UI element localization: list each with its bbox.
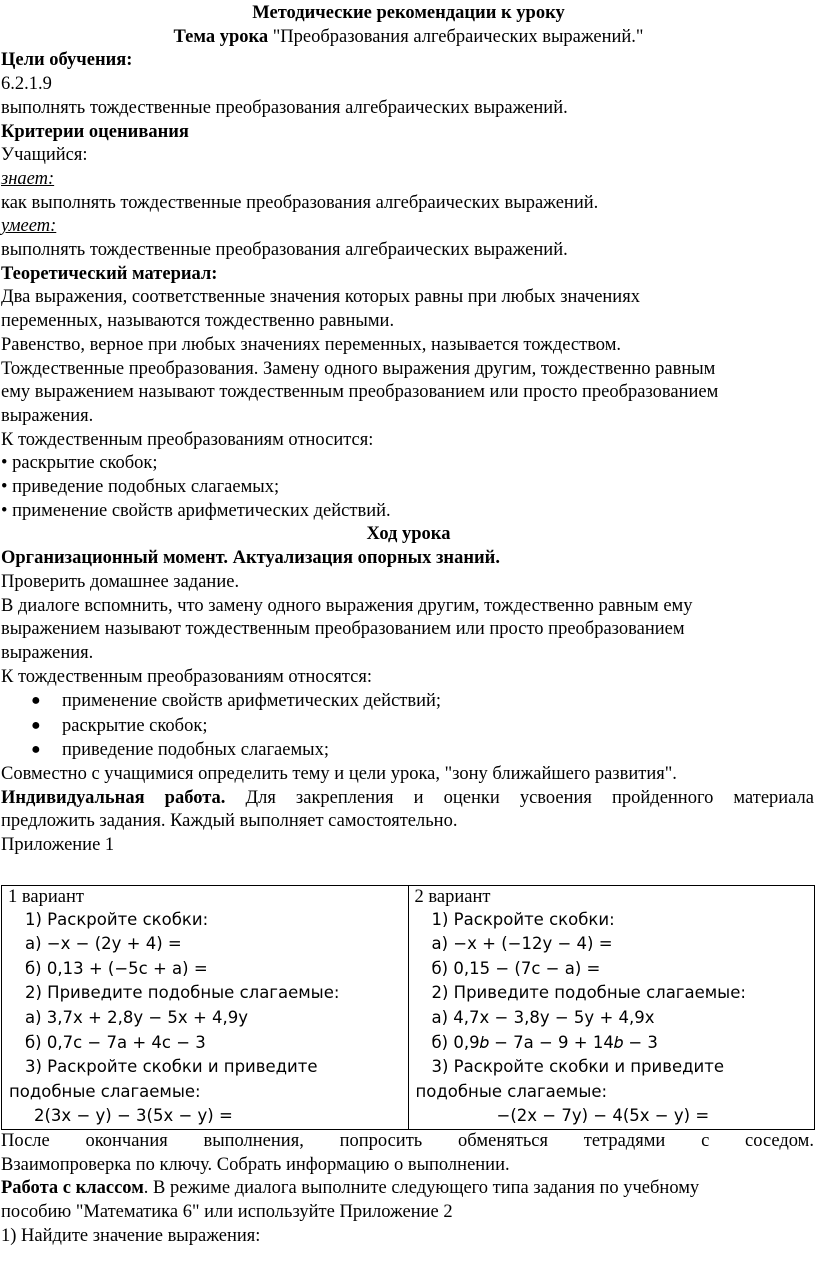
- theory-list-item: • приведение подобных слагаемых;: [1, 477, 280, 498]
- together-text: Совместно с учащимися определить тему и цели урока, "зону ближайшего развития".: [1, 763, 677, 784]
- class-work: Работа с классом. В режиме диалога выполните следующего типа задания по учебному: [1, 1178, 700, 1199]
- task-line: а) −x + (−12y − 4) =: [431, 934, 613, 954]
- theory-line: Два выражения, соответственные значения которых равны при любых значениях: [1, 287, 640, 308]
- theory-line: выражения.: [1, 405, 94, 426]
- theory-body: [0, 286, 816, 523]
- variant-header: 1 вариант: [8, 886, 84, 907]
- document-title: Методические рекомендации к уроку: [252, 3, 565, 23]
- lesson-line: Проверить домашнее задание.: [1, 571, 240, 592]
- lesson-bullet: ● применение свойств арифметических действий;: [0, 689, 816, 714]
- task-line: а) 3,7x + 2,8y − 5x + 4,9y: [25, 1008, 249, 1028]
- task-line: 1) Раскройте скобки:: [431, 909, 615, 929]
- theory-line: ему выражением называют тождественным преобразованием или просто преобразованием: [1, 382, 719, 403]
- theory-line: К тождественным преобразованиям относится:: [1, 429, 374, 450]
- theory-list-item: • применение свойств арифметических действий.: [1, 500, 391, 521]
- class-task: 1) Найдите значение выражения:: [1, 1225, 261, 1246]
- task-line: 1) Раскройте скобки:: [25, 909, 209, 929]
- task-line: 3) Раскройте скобки и приведите: [431, 1057, 725, 1077]
- task-line: б) 0,7c − 7a + 4c − 3: [25, 1032, 206, 1052]
- bullet-icon: ●: [31, 692, 41, 710]
- criteria-knows-text: как выполнять тождественные преобразования алгебраических выражений.: [1, 192, 599, 213]
- lesson-bullet: ● приведение подобных слагаемых;: [0, 738, 816, 763]
- variant-2-cell: [408, 885, 815, 1129]
- lesson-line: В диалоге вспомнить, что замену одного выражения другим, тождественно равным ему: [1, 595, 693, 616]
- lesson-line: К тождественным преобразованиям относятся:: [1, 666, 373, 687]
- task-line: 2) Приведите подобные слагаемые:: [25, 983, 340, 1003]
- task-line: б) 0,13 + (−5c + a) =: [25, 958, 208, 978]
- topic-value: "Преобразования алгебраических выражений.": [268, 26, 644, 47]
- lesson-line: выражения.: [1, 642, 94, 663]
- after-line: После окончания выполнения, попросить обменяться тетрадями с соседом.: [1, 1131, 814, 1152]
- lesson-bullet-list: [0, 689, 816, 763]
- task-line: −(2x − 7y) − 4(5x − y) =: [496, 1106, 710, 1126]
- goals-code: 6.2.1.9: [1, 74, 52, 95]
- theory-line: Равенство, верное при любых значениях переменных, называется тождеством.: [1, 334, 622, 355]
- task-line: подобные слагаемые:: [9, 1081, 201, 1101]
- criteria-knows-label: знает:: [1, 168, 55, 189]
- after-line: Взаимопроверка по ключу. Собрать информацию о выполнении.: [1, 1154, 510, 1175]
- class-work-label: Работа с классом: [1, 1178, 144, 1199]
- theory-line: переменных, называются тождественно равными.: [1, 311, 395, 332]
- task-line: 2) Приведите подобные слагаемые:: [431, 983, 746, 1003]
- criteria-can-label: умеет:: [1, 216, 57, 237]
- topic-label: Тема урока: [173, 26, 269, 47]
- individual-work: Индивидуальная работа. Для закрепления и оценки усвоения пройденного материала: [1, 787, 814, 808]
- theory-line: Тождественные преобразования. Замену одного выражения другим, тождественно равным: [1, 358, 716, 379]
- task-line: б) 0,15 − (7c − a) =: [431, 958, 601, 978]
- individual-label: Индивидуальная работа.: [1, 787, 226, 808]
- criteria-heading: Критерии оценивания: [1, 121, 189, 142]
- criteria-student: Учащийся:: [1, 145, 88, 166]
- lesson-bullet: ● раскрытие скобок;: [0, 714, 816, 739]
- task-line: 3) Раскройте скобки и приведите: [25, 1057, 318, 1077]
- task-line: подобные слагаемые:: [415, 1081, 608, 1101]
- individual-text: предложить задания. Каждый выполняет самостоятельно.: [1, 811, 458, 832]
- bullet-icon: ●: [31, 741, 41, 759]
- task-line: а) 4,7x − 3,8y − 5y + 4,9x: [431, 1008, 655, 1028]
- criteria-can-text: выполнять тождественные преобразования алгебраических выражений.: [1, 240, 568, 261]
- theory-heading: Теоретический материал:: [1, 263, 218, 284]
- variant-header: 2 вариант: [414, 886, 491, 907]
- variant-1-cell: [2, 885, 409, 1129]
- lesson-line: выражением называют тождественным преобразованием или просто преобразованием: [1, 619, 685, 640]
- org-heading: Организационный момент. Актуализация опорных знаний.: [1, 548, 500, 569]
- theory-list-item: • раскрытие скобок;: [1, 453, 158, 474]
- lesson-heading: Ход урока: [366, 524, 451, 545]
- class-work-text: пособию "Математика 6" или используйте Приложение 2: [1, 1202, 453, 1223]
- task-line: б) 0,9𝑏 − 7a − 9 + 14𝑏 − 3: [431, 1032, 658, 1052]
- task-line: а) −x − (2y + 4) =: [25, 934, 182, 954]
- goals-heading: Цели обучения:: [1, 50, 133, 71]
- bullet-icon: ●: [31, 716, 41, 734]
- goals-text: выполнять тождественные преобразования алгебраических выражений.: [1, 97, 568, 118]
- variants-table: [1, 885, 815, 1130]
- lesson-topic: [0, 26, 816, 50]
- task-line: 2(3x − y) − 3(5x − y) =: [34, 1106, 233, 1126]
- appendix-label: Приложение 1: [1, 835, 115, 855]
